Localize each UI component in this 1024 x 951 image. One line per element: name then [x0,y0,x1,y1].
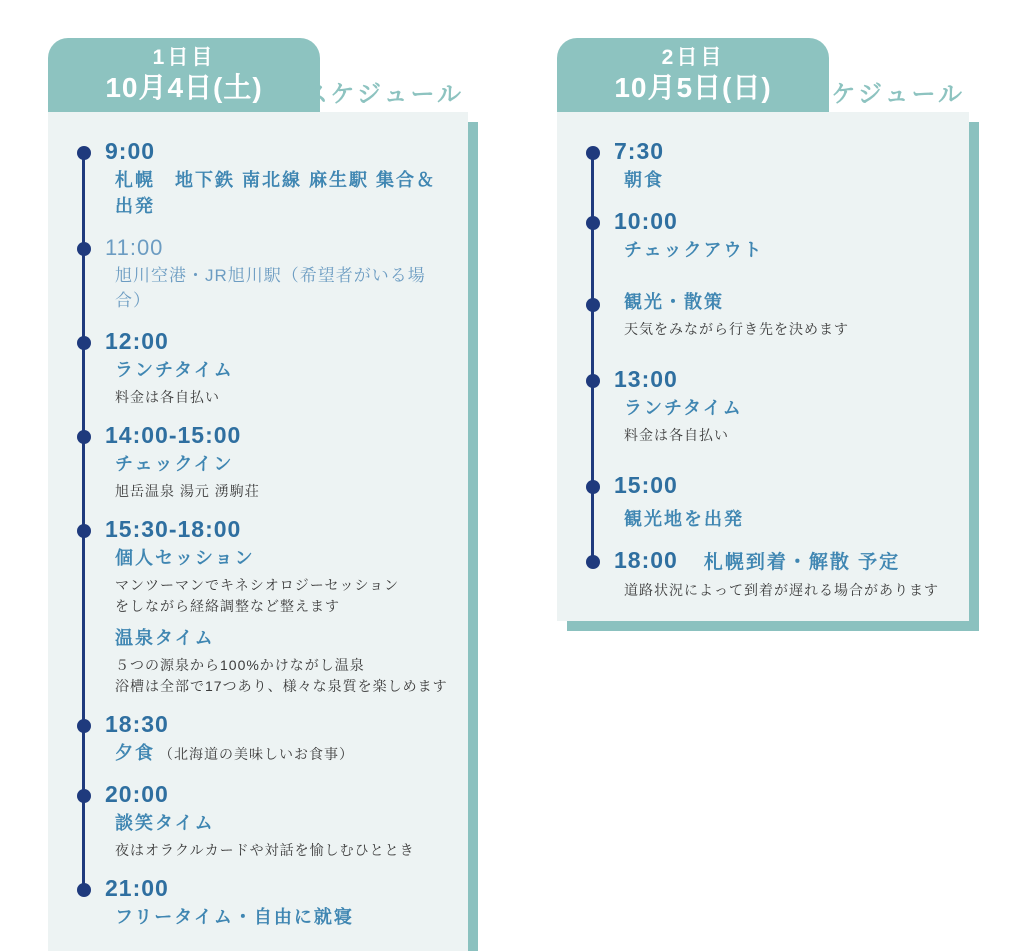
item-description: 料金は各自払い [115,389,220,405]
item-title: 夕食 [115,743,155,763]
item-title: 観光地を出発 [624,509,744,529]
item-time: 7:30 [614,138,665,164]
timeline-item [48,781,450,861]
timeline-dot [77,883,91,897]
day2-column [557,38,969,621]
item-title: フリータイム・自由に就寝 [115,907,354,927]
timeline-dot [77,430,91,444]
item-title-suffix: （北海道の美味しいお食事） [159,746,354,762]
item-time: 9:00 [105,138,156,164]
timeline-dot [77,719,91,733]
item-description: 料金は各自払い [624,427,729,443]
item-time-row [105,138,450,168]
item-time: 15:30-18:00 [105,516,242,542]
item-extra-title-row [115,626,450,652]
item-time: 20:00 [105,781,169,807]
item-title: 個人セッション [115,548,255,568]
item-title: ランチタイム [115,360,234,380]
timeline-item [557,208,951,264]
item-time: 15:00 [614,472,678,498]
day2-schedule-panel [557,112,969,621]
timeline-item [48,234,450,314]
item-time: 13:00 [614,366,678,392]
item-title-row [115,741,450,767]
item-description: 浴槽は全部で17つあり、様々な泉質を楽しめます [115,678,448,694]
item-time-row [105,422,450,452]
timeline-item [48,875,450,931]
item-title: 観光・散策 [624,292,724,312]
item-time: 11:00 [105,235,164,260]
timeline-dot [77,146,91,160]
item-time: 18:00 [614,547,678,573]
item-description: 道路状況によって到着が遅れる場合があります [624,582,939,598]
item-time-row [105,234,450,264]
item-title: ランチタイム [624,398,743,418]
item-time-row [614,208,951,238]
timeline-dot [77,524,91,538]
timeline-dot [586,216,600,230]
day1-column [48,38,468,951]
timeline-item [557,138,951,194]
day1-number: 1日目 [152,46,216,69]
item-title-row [624,238,951,264]
item-time: 21:00 [105,875,169,901]
item-title: 旭川空港・JR旭川駅（希望者がいる場合） [115,266,426,310]
day2-date: 10月5日(日) [614,72,772,103]
timeline-item [557,290,951,340]
timeline-item [48,711,450,767]
item-description: 旭岳温泉 湯元 湧駒荘 [115,483,260,499]
day1-schedule-panel [48,112,468,951]
item-time-row [105,516,450,546]
item-title-row [115,452,450,478]
item-description: をしながら経絡調整など整えます [115,598,340,614]
item-time-row [614,366,951,396]
item-time: 14:00-15:00 [105,422,242,448]
item-title: チェックイン [115,454,234,474]
day2-header-tab [557,38,829,112]
timeline-dot [77,242,91,256]
timeline-dot [77,789,91,803]
timeline-item [48,328,450,408]
item-description: 夜はオラクルカードや対話を愉しむひととき [115,842,415,858]
item-time-row [614,547,951,577]
item-title-row [115,168,450,220]
item-title-row [115,905,450,931]
item-title-row [115,546,450,572]
day1-header-tab [48,38,320,112]
timeline-dot [586,555,600,569]
timeline-dot [77,336,91,350]
day1-date: 10月4日(土) [105,72,263,103]
timeline [48,112,468,951]
item-title: 札幌到着・解散 予定 [703,552,901,573]
item-time: 18:30 [105,711,169,737]
timeline-item [48,138,450,220]
timeline [557,112,969,621]
timeline-item [48,422,450,502]
day1-schedule-label: スケジュール [303,81,464,108]
timeline-dot [586,146,600,160]
timeline-item [557,472,951,533]
item-title-row [624,507,951,533]
item-title: 札幌 地下鉄 南北線 麻生駅 集合＆出発 [115,170,437,216]
timeline-item [557,366,951,446]
item-time-row [105,781,450,811]
timeline-dot [586,480,600,494]
day2-number: 2日目 [661,46,725,69]
item-title-row [115,358,450,384]
item-title-row [624,168,951,194]
item-time: 12:00 [105,328,169,354]
timeline-item [557,547,951,601]
item-title: チェックアウト [624,240,764,260]
day2-schedule-label: スケジュール [804,81,965,108]
item-title-row [624,290,951,316]
item-time: 10:00 [614,208,678,234]
item-title-row [115,811,450,837]
item-time-row [614,138,951,168]
item-time-row [105,711,450,741]
item-description: マンツーマンでキネシオロジーセッション [115,577,400,593]
timeline-dot [586,374,600,388]
item-time-row [105,875,450,905]
item-description: ５つの源泉から100%かけながし温泉 [115,657,365,673]
item-title-row [624,396,951,422]
timeline-dot [586,298,600,312]
item-title: 談笑タイム [115,813,215,833]
item-description: 天気をみながら行き先を決めます [624,321,849,337]
item-title: 朝食 [624,170,664,190]
item-title-row [115,264,450,314]
item-time-row [105,328,450,358]
item-extra-title: 温泉タイム [115,628,215,648]
item-time-row [614,472,951,502]
timeline-item [48,516,450,697]
